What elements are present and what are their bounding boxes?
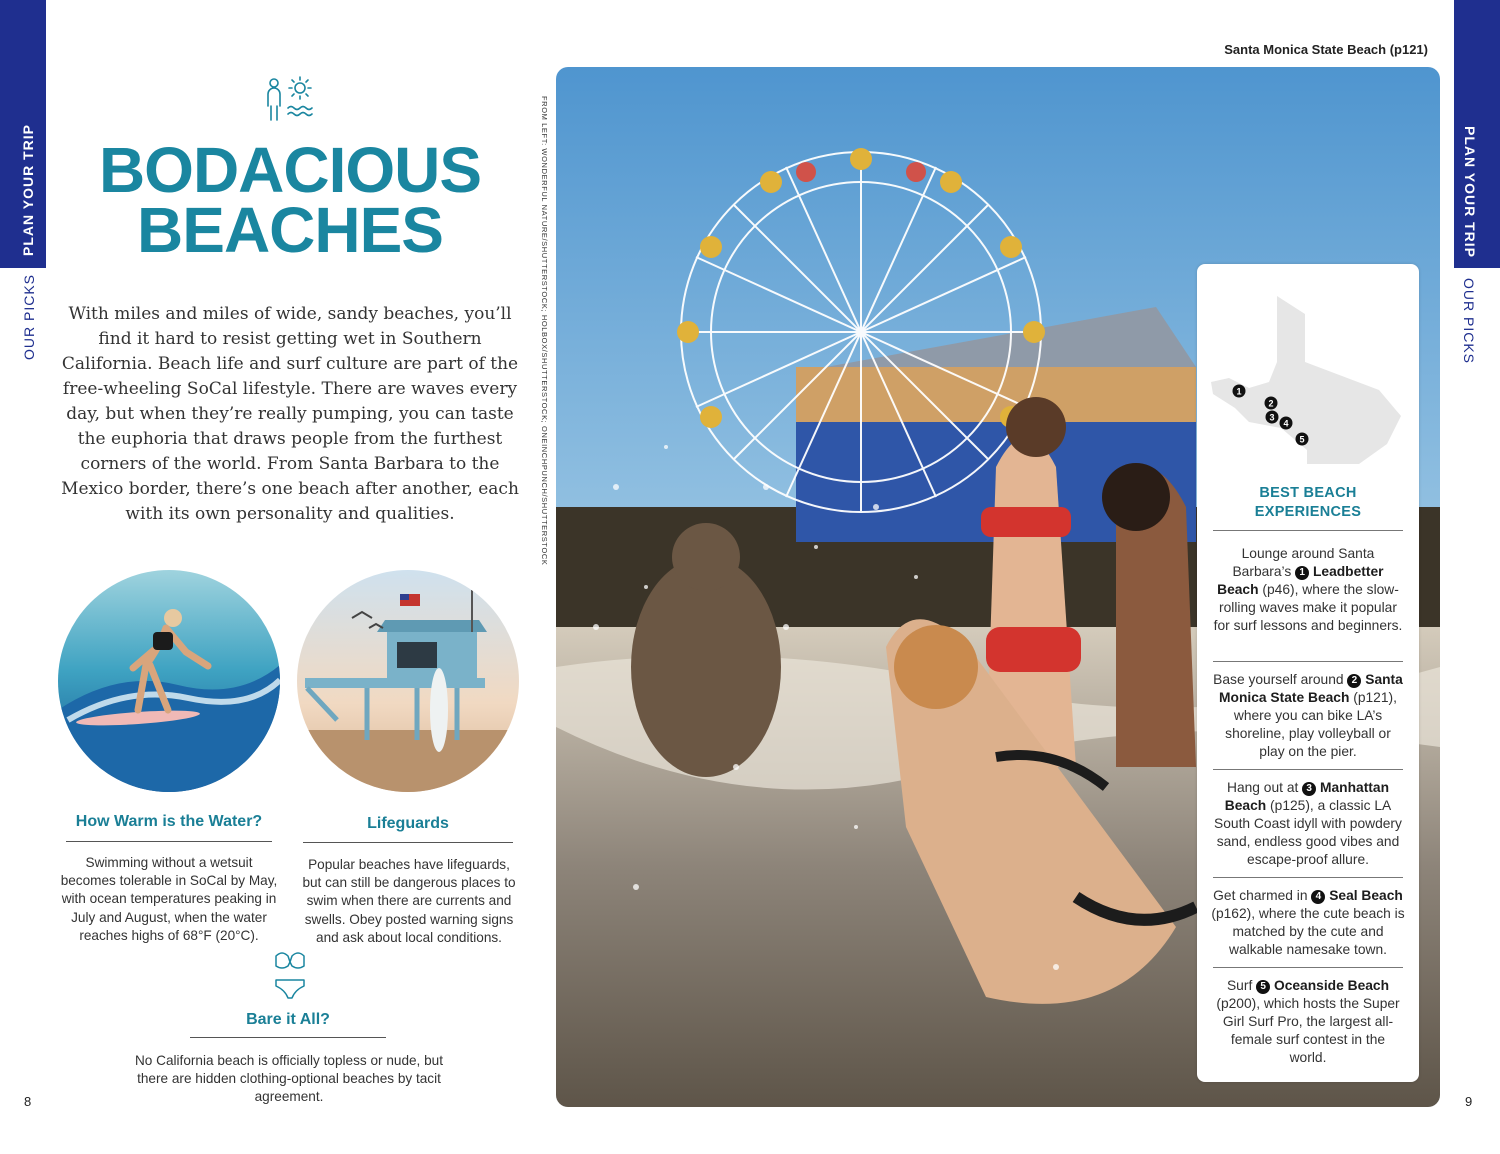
item-description: (p46), where the slow-rolling waves make it popular for surf lessons and beginners. [1213, 582, 1403, 633]
surfer-photo [58, 570, 280, 792]
photo-credit: FROM LEFT: WONDERFUL NATURE/SHUTTERSTOCK; HOLBOX/SHUTTERSTOCK; ONEINCHPUNCH/SHUTTERSTOCK [540, 96, 549, 566]
title-line-2: BEACHES [137, 194, 443, 266]
sidebar-item-santa-monica [1211, 671, 1405, 761]
left-subsection-label: OUR PICKS [21, 273, 37, 360]
item-number-badge: 1 [1295, 566, 1309, 580]
item-beach-name: Leadbetter Beach [1217, 564, 1384, 597]
sidebar-rule [1213, 661, 1403, 662]
best-beach-experiences-box [1197, 264, 1419, 1082]
intro-paragraph: With miles and miles of wide, sandy beaches, you’ll find it hard to resist getting wet in Southern California. Beach life and surf culture are part of the free-wheeling SoCal lifestyle. There are waves every day, but when they’re really pumping, you can taste the euphoria that draws people from the furthest corners of the world. From Santa Barbara to the Mexico border, there’s one beach after another, each with its own personality and qualities. [61, 304, 519, 524]
item-beach-name: Seal Beach [1329, 888, 1403, 903]
beach-person-sun-icon [262, 74, 316, 124]
item-description: (p125), a classic LA South Coast idyll with powdery sand, endless good vibes and escape-proof allure. [1214, 798, 1402, 867]
map-marker-5 [1296, 433, 1309, 446]
item-description: (p121), where you can bike LA’s shoreline, play volleyball or play on the pier. [1225, 690, 1397, 759]
sidebar-heading [1197, 484, 1419, 522]
item-intro: Get charmed in [1213, 888, 1308, 903]
map-marker-1 [1233, 385, 1246, 398]
item-beach-name: Manhattan Beach [1224, 780, 1390, 813]
map-marker-4 [1280, 417, 1293, 430]
swimsuit-icon [273, 950, 307, 1002]
sidebar-item-manhattan [1211, 779, 1405, 869]
page-title [60, 134, 520, 266]
map-marker-2 [1265, 397, 1278, 410]
item-intro: Lounge around Santa Barbara’s [1232, 546, 1375, 579]
sidebar-item-seal [1211, 887, 1405, 959]
left-page-number: 8 [24, 1094, 32, 1109]
item-intro: Hang out at [1226, 780, 1299, 795]
photo-caption: Santa Monica State Beach (p121) [1224, 42, 1428, 57]
item-number-badge: 4 [1311, 890, 1325, 904]
item-description: (p200), which hosts the Super Girl Surf Pro, the largest all-female surf contest in the world. [1216, 996, 1400, 1065]
svg-text:2: 2 [1268, 398, 1274, 409]
feature-body-bare: No California beach is officially topless or nude, but there are hidden clothing-optional beaches by tacit agreement. [134, 1053, 444, 1105]
feature-rule-bare [190, 1037, 386, 1038]
california-map [1209, 278, 1409, 468]
right-section-label: PLAN YOUR TRIP [1462, 126, 1478, 258]
sidebar-heading-line-1: BEST BEACH [1259, 485, 1357, 501]
svg-text:3: 3 [1269, 412, 1275, 423]
feature-body-lifeguards: Popular beaches have lifeguards, but can still be dangerous places to swim when there are currents and swells. Obey posted warning signs and ask about local conditions. [302, 857, 516, 945]
feature-heading-lifeguards: Lifeguards [367, 815, 449, 832]
map-marker-3 [1266, 411, 1279, 424]
sidebar-rule [1213, 530, 1403, 531]
sidebar-item-leadbetter [1211, 545, 1405, 635]
left-section-label: PLAN YOUR TRIP [20, 124, 36, 256]
title-line-1: BODACIOUS [98, 134, 482, 206]
feature-body-water: Swimming without a wetsuit becomes tolerable in SoCal by May, with ocean temperatures peaking in July and August, when the water reaches highs of 68°F (20°C). [60, 855, 278, 943]
item-number-badge: 5 [1256, 980, 1270, 994]
right-subsection-label: OUR PICKS [1461, 278, 1477, 365]
item-number-badge: 3 [1302, 782, 1316, 796]
sidebar-heading-line-2: EXPERIENCES [1254, 504, 1362, 520]
sidebar-item-oceanside [1211, 977, 1405, 1067]
sidebar-rule [1213, 967, 1403, 968]
feature-rule-lifeguards [303, 842, 513, 843]
feature-heading-water: How Warm is the Water? [75, 813, 263, 830]
right-page-number: 9 [1465, 1094, 1473, 1109]
item-description: (p162), where the cute beach is matched by the cute and walkable namesake town. [1211, 906, 1405, 957]
svg-text:1: 1 [1236, 386, 1242, 397]
sidebar-rule [1213, 877, 1403, 878]
feature-rule-water [66, 841, 272, 842]
lifeguard-tower-photo [297, 570, 519, 792]
feature-heading-bare: Bare it All? [246, 1011, 330, 1028]
item-intro: Base yourself around [1213, 672, 1344, 687]
item-beach-name: Santa Monica State Beach [1219, 672, 1403, 705]
item-number-badge: 2 [1347, 674, 1361, 688]
item-beach-name: Oceanside Beach [1273, 978, 1390, 993]
sidebar-rule [1213, 769, 1403, 770]
item-intro: Surf [1226, 978, 1253, 993]
svg-text:5: 5 [1299, 434, 1305, 445]
svg-text:4: 4 [1283, 418, 1289, 429]
